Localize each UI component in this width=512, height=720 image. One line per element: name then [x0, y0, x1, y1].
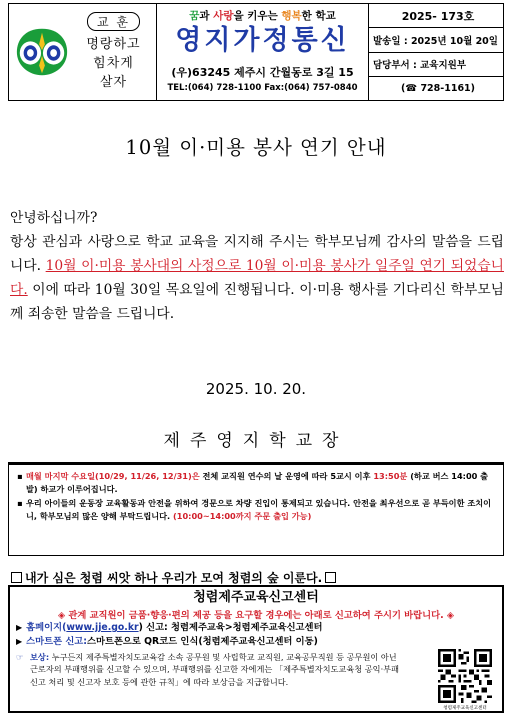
reward-info: ☞ 보상: 누구든지 제주특별자치도교육감 소속 공무원 및 사립학교 교직원, 교육공무직원 등 공무원이 아닌 근로자의 부패행위를 신고할 수 있으며, 부패행위를 신고한 자에게는 「제주특별자치도교육청 공익·부패 신고 처리 및 신고자 보호 등에 관한 규칙」에 따라 보상금을 지급합니다. — [16, 652, 400, 687]
letter-date: 2025. 10. 20. — [205, 380, 307, 398]
notice-item-vehicle-control: ▪ 우리 아이들의 운동장 교육활동과 안전을 위하여 경문으로 차량 진입이 통제되고 있습니다. 안전을 최우선으로 곧 부득이한 조치이니, 학부모님의 많은 양해 부탁드립니다. (10:00~14:00까지 주문 출입 가능) — [17, 497, 497, 522]
motto-line: 명랑하고 — [86, 37, 141, 52]
issue-date: 발송일 : 2025년 10월 20일 — [369, 28, 503, 52]
report-center-box — [8, 585, 504, 713]
greeting: 안녕하십니까? — [10, 210, 98, 226]
postponement-highlight: 10월 이·미용 봉사대의 사정으로 10월 이·미용 봉사가 일주일 연기 되었습니다. — [10, 258, 504, 298]
masthead — [157, 4, 369, 100]
checkbox-icon — [325, 572, 336, 583]
pointing-hand-icon: ☞ — [16, 652, 24, 662]
integrity-campaign — [8, 569, 339, 586]
motto-line: 살자 — [99, 75, 128, 90]
qr-caption: 청렴제주교육신고센터 — [443, 706, 487, 711]
body-paragraph: 항상 관심과 사랑으로 학교 교육을 지지해 주시는 학부모님께 감사의 말씀을 드립니다. 10월 이·미용 봉사대의 사정으로 10월 이·미용 봉사가 일주일 연기 되었습니다. 이에 따라 10월 30일 목요일에 진행됩니다. 이·미용 행사를 기다리신 학부모님께 죄송한 말씀을 드립니다. — [10, 234, 504, 322]
checkbox-icon — [11, 572, 22, 583]
issue-number: 2025- 173호 — [369, 4, 503, 28]
issue-info-panel — [369, 4, 503, 100]
triangle-right-icon: ▶ — [16, 623, 23, 632]
homepage-link[interactable]: www.jje.go.kr — [66, 622, 139, 633]
campaign-slogan: 내가 심은 청렴 씨앗 하나 우리가 모여 청렴의 숲 이룬다. — [25, 571, 323, 585]
report-center-subtitle: ◈ 관계 교직원이 금품·향응·편의 제공 등을 요구할 경우에는 아래로 신고하여 주시기 바랍니다. ◈ — [57, 610, 455, 621]
notice-item-early-dismissal: ▪ 매월 마지막 수요일(10/29, 11/26, 12/31)은 전체 교직원 연수의 날 운영에 따라 5교시 이후 13:50분 (하교 버스 14:00 출발) 하교가 이루어집니다. — [17, 470, 497, 495]
qr-code-icon[interactable] — [438, 649, 492, 703]
school-slogan: 꿈과 사랑을 키우는 행복한 학교 — [189, 10, 336, 22]
letter-body — [10, 206, 504, 326]
motto-line: 힘차게 — [93, 56, 134, 71]
motto-panel — [9, 4, 157, 100]
department: 담당부서 : 교육지원부 — [369, 53, 503, 77]
principal-signature: 제주영지학교장 — [163, 431, 349, 451]
newsletter-title: 영지가정통신 — [175, 25, 350, 56]
school-logo-icon — [13, 23, 71, 81]
motto-heading: 교 훈 — [87, 12, 140, 31]
contact-number: (☎ 728-1161) — [400, 82, 476, 94]
document-title: 10월 이·미용 봉사 연기 안내 — [125, 136, 387, 159]
report-center-title: 청렴제주교육신고센터 — [193, 590, 319, 605]
smartphone-report-line: ▶ 스마트폰 신고: 스마트폰으로 QR코드 인식(청렴제주교육신고센터 이동) — [16, 636, 318, 647]
homepage-report-line: ▶ 홈페이지( www.jje.go.kr ) 신고: 청렴제주교육>청렴제주교육신고센터 — [16, 622, 323, 633]
school-phone-fax: TEL:(064) 728-1100 Fax:(064) 757-0840 — [167, 83, 358, 93]
notice-box — [8, 462, 504, 556]
newsletter-header — [8, 3, 504, 101]
school-address: (우)63245 제주시 간월동로 3길 15 — [171, 66, 354, 79]
triangle-right-icon: ▶ — [16, 637, 23, 646]
